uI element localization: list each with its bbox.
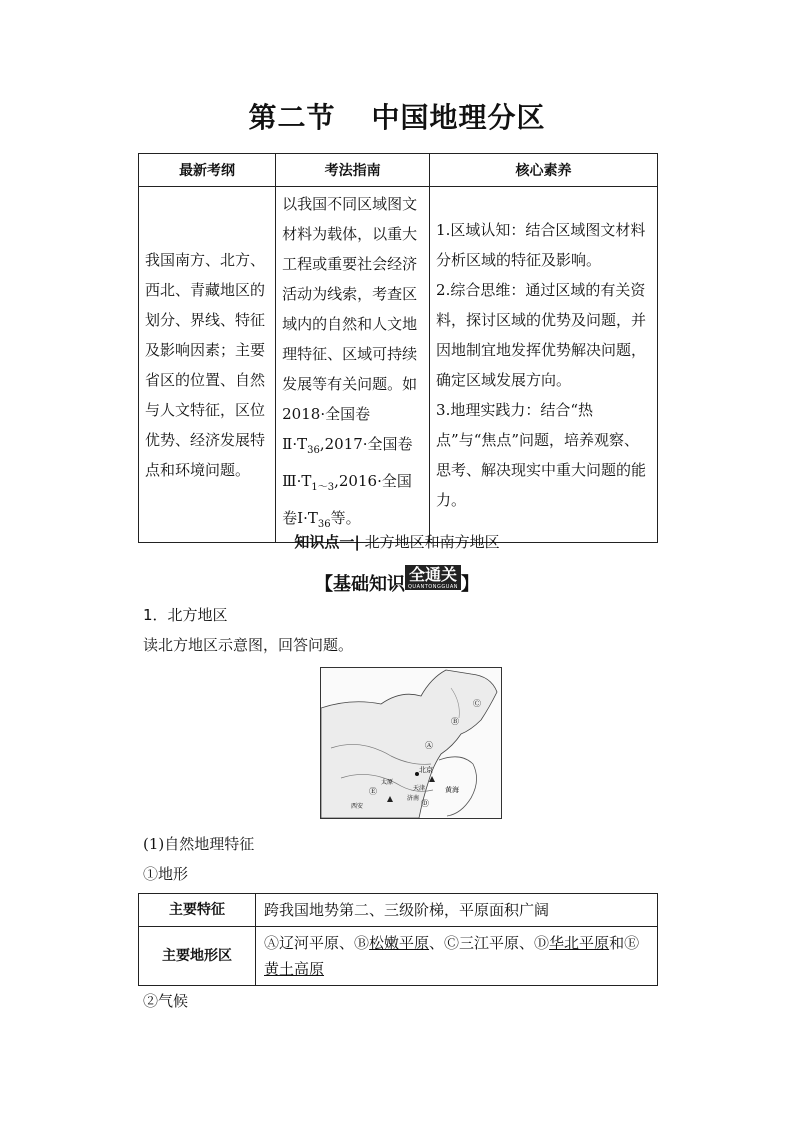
map-graphic xyxy=(321,668,501,818)
map-mark-a: Ⓐ xyxy=(425,741,433,750)
subsection-item: ②气候 xyxy=(143,992,189,1010)
row-label: 主要特征 xyxy=(139,894,256,927)
header-core-literacy: 核心素养 xyxy=(430,154,658,187)
knowledge-point-heading xyxy=(0,531,794,552)
map-label-beijing: 北京 xyxy=(419,766,433,774)
knowledge-point-text: 北方地区和南方地区 xyxy=(364,533,500,551)
map-mark-e: Ⓔ xyxy=(369,787,377,796)
literacy-item: 3.地理实践力：结合“热点”与“焦点”问题，培养观察、思考、解决现实中重大问题的能力。 xyxy=(436,400,647,509)
knowledge-point-label: 知识点一| xyxy=(294,533,360,551)
map-label-jinan: 济南 xyxy=(407,795,420,802)
literacy-item: 1.区域认知：结合区域图文材料分析区域的特征及影响。 xyxy=(436,220,646,269)
title-section: 第二节 xyxy=(248,101,336,134)
core-literacy-cell xyxy=(430,187,658,543)
north-region-map xyxy=(320,667,502,819)
subsection-item: ①地形 xyxy=(143,865,189,883)
title-topic: 中国地理分区 xyxy=(371,101,546,134)
page-title xyxy=(0,96,794,136)
header-exam-outline: 最新考纲 xyxy=(139,154,276,187)
map-mark-d: Ⓓ xyxy=(421,799,429,808)
exam-outline-cell: 我国南方、北方、西北、青藏地区的划分、界线、特征及影响因素；主要省区的位置、自然与人文特征，区位优势、经济发展特点和环境问题。 xyxy=(139,187,276,543)
section-heading: 1．北方地区 xyxy=(143,606,228,624)
map-mark-b: Ⓑ xyxy=(451,717,459,726)
row-value: Ⓐ辽河平原、Ⓑ松嫩平原、Ⓒ三江平原、Ⓓ华北平原和Ⓔ黄土高原 xyxy=(256,927,658,986)
banner-badge: 全通关 QUANTONGGUAN xyxy=(405,565,461,590)
syllabus-table xyxy=(138,153,658,543)
map-label-sea: 黄海 xyxy=(445,786,459,794)
literacy-item: 2.综合思维：通过区域的有关资料，探讨区域的优势及问题，并因地制宜地发挥优势解决问题，确定区域发展方向。 xyxy=(436,280,647,389)
map-label-xian: 西安 xyxy=(351,803,364,810)
terrain-table xyxy=(138,893,658,986)
map-label-taiyuan: 太原 xyxy=(381,779,394,786)
row-label: 主要地形区 xyxy=(139,927,256,986)
header-exam-guide: 考法指南 xyxy=(276,154,430,187)
map-mark-c: Ⓒ xyxy=(473,699,481,708)
map-label-tianjin: 天津 xyxy=(413,785,426,792)
instruction-text: 读北方地区示意图，回答问题。 xyxy=(143,636,354,654)
section-banner: 【基础知识 全通关 QUANTONGGUAN 】 xyxy=(314,565,480,595)
exam-guide-cell: 以我国不同区域图文材料为载体，以重大工程或重要社会经济活动为线索，考查区域内的自然和人文地理特征、区域可持续发展等有关问题。如 2018·全国卷$Ⅱ\cdot T_{36},2017\cdot$全国卷$Ⅲ\cdot T_{1\sim 3},2016\cdot$全国卷$Ⅰ\cdot T_{36}$等。 xyxy=(276,187,430,543)
row-value: 跨我国地势第二、三级阶梯，平原面积广阔 xyxy=(256,894,658,927)
subsection-heading: (1)自然地理特征 xyxy=(143,835,255,853)
